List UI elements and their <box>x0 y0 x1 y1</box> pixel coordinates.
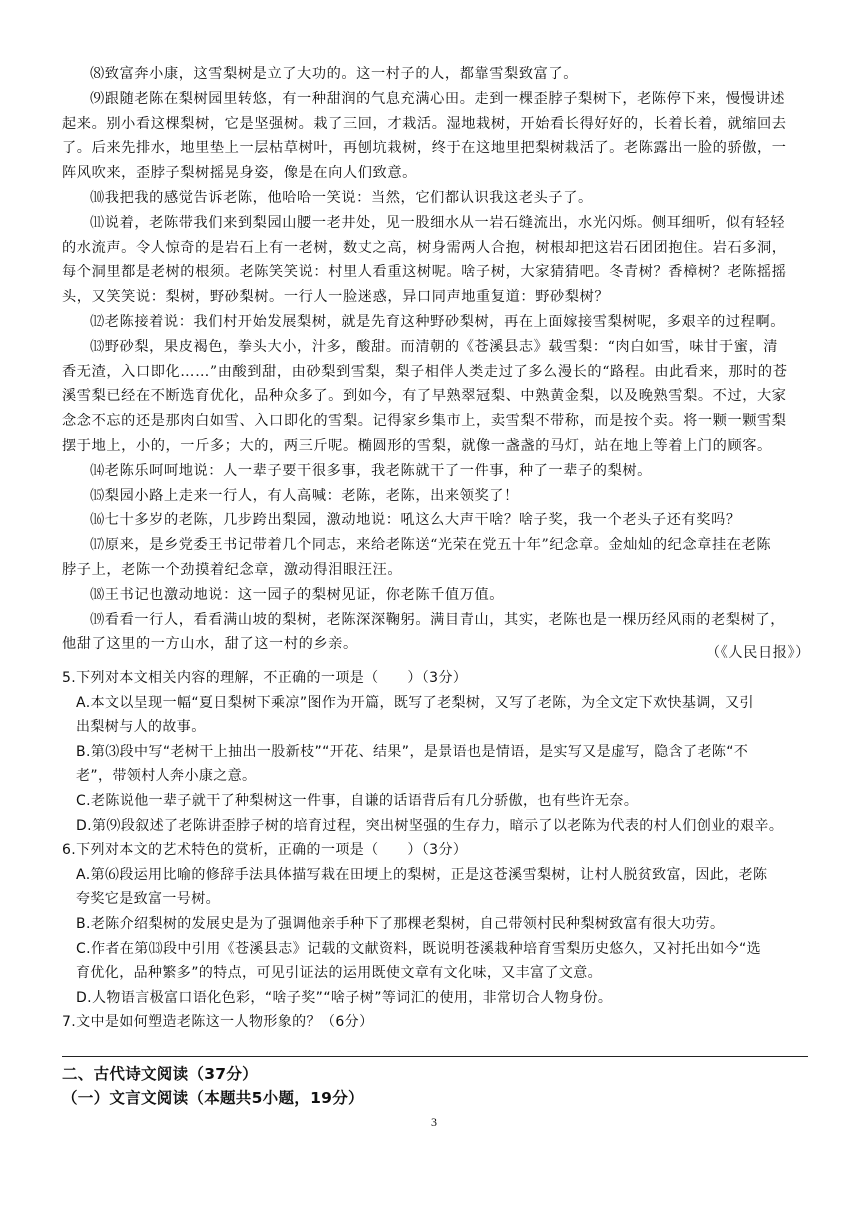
passage-line: ⒃七十多岁的老陈，几步跨出梨园，激动地说：吼这么大声干啥？啥子奖，我一个老头子还有奖吗？ <box>90 512 741 529</box>
passage-line: ⒂梨园小路上走来一行人，有人高喊：老陈，老陈，出来领奖了！ <box>90 487 519 504</box>
passage-line: 摆于地上，小的，一斤多；大的，两三斤呢。椭圆形的雪梨，就像一盏盏的马灯，站在地上等着上门的顾客。 <box>62 438 772 454</box>
subsection-heading: （一）文言文阅读（本题共5小题，19分） <box>62 1089 364 1107</box>
question-option: 育优化，品种繁多”的特点，可见引证法的运用既使文章有文化味，又丰富了文意。 <box>76 965 603 982</box>
passage-line: ⒄原来，是乡党委王书记带着几个同志，来给老陈送“光荣在党五十年”纪念章。金灿灿的纪念章挂在老陈 <box>90 537 772 554</box>
question-option: A.第⑹段运用比喻的修辞手法具体描写栽在田埂上的梨树，正是这苍溪雪梨树，让村人脱贫致富，因此，老陈 <box>76 866 768 883</box>
question-option: A.本文以呈现一幅“夏日梨树下乘凉”图作为开篇，既写了老梨树，又写了老陈，为全文定下欢快基调，又引 <box>76 694 754 711</box>
question-option: D.人物语言极富口语化色彩，“啥子奖”“啥子树”等词汇的使用，非常切合人物身份。 <box>76 989 613 1006</box>
passage-line: 起来。别小看这棵梨树，它是坚强树。栽了三回，才栽活。湿地栽树，开始看长得好好的，长着长着，就缩回去 <box>62 115 787 132</box>
passage-line: 溪雪梨已经在不断选育优化，品种众多了。到如今，有了早熟翠冠梨、中熟黄金梨，以及晚熟雪梨。不过，大家 <box>62 388 787 405</box>
question-option: 出梨树与人的故事。 <box>76 719 206 736</box>
passage-line: 阵风吹来，歪脖子梨树摇晃身姿，像是在向人们致意。 <box>62 165 417 182</box>
page-number: 3 <box>431 1115 437 1129</box>
passage-line: 了。后来先排水，地里垫上一层枯草树叶，再刨坑栽树，终于在这地里把梨树栽活了。老陈露出一脸的骄傲，一 <box>62 140 787 157</box>
question-option: 老”，带领村人奔小康之意。 <box>76 768 257 785</box>
question-stem: 6.下列对本文的艺术特色的赏析，正确的一项是（ ）（3分） <box>62 842 468 859</box>
passage-line: 的水流声。令人惊奇的是岩石上有一老树，数丈之高，树身需两人合抱，树根却把这岩石团团抱住。岩石多洞， <box>62 239 787 256</box>
question-option: D.第⑼段叙述了老陈讲歪脖子树的培育过程，突出树坚强的生存力，暗示了以老陈为代表的村人们创业的艰辛。 <box>76 817 784 834</box>
question-stem: 7.文中是如何塑造老陈这一人物形象的？（6分） <box>62 1014 374 1031</box>
passage-line: 每个洞里都是老树的根须。老陈笑笑说：村里人看重这树呢。啥子树，大家猜猜吧。冬青树？香樟树？老陈摇摇 <box>62 264 787 281</box>
passage-line: 香无渣，入口即化……”由酸到甜，由砂梨到雪梨，梨子相伴人类走过了多么漫长的“路程。由此看来，那时的苍 <box>62 363 788 380</box>
passage-line: ⒀野砂梨，果皮褐色，拳头大小，汁多，酸甜。而清朝的《苍溪县志》载雪梨：“肉白如雪，味甘于蜜，清 <box>90 338 779 355</box>
passage-line: 他甜了这里的一方山水，甜了这一村的乡亲。 <box>62 636 358 653</box>
passage-line: ⒆看看一行人，看看满山坡的梨树，老陈深深鞠躬。满目青山，其实，老陈也是一棵历经风雨的老梨树了， <box>90 611 786 628</box>
question-option: C.作者在第⒀段中引用《苍溪县志》记载的文献资料，既说明苍溪栽种培育雪梨历史悠久，又衬托出如今“选 <box>76 940 762 957</box>
passage-line: ⑾说着，老陈带我们来到梨园山腰一老井处，见一股细水从一岩石缝流出，水光闪烁。侧耳细听，似有轻轻 <box>90 214 786 231</box>
passage-line: ⑿老陈接着说：我们村开始发展梨树，就是先育这种野砂梨树，再在上面嫁接雪梨树呢，多艰辛的过程啊。 <box>90 314 786 330</box>
passage-line: ⑽我把我的感觉告诉老陈，他哈哈一笑说：当然，它们都认识我这老头子了。 <box>90 190 593 206</box>
question-stem: 5.下列对本文相关内容的理解，不正确的一项是（ ）（3分） <box>62 670 468 686</box>
question-option: B.第⑶段中写“老树干上抽出一股新枝”“开花、结果”，是景语也是情语，是实写又是虚写，隐含了老陈“不 <box>76 743 749 760</box>
passage-line: 念念不忘的还是那肉白如雪、入口即化的雪梨。记得家乡集市上，卖雪梨不带称，而是按个卖。将一颗一颗雪梨 <box>62 413 787 430</box>
passage-line: ⒁老陈乐呵呵地说：人一辈子要干很多事，我老陈就干了一件事，种了一辈子的梨树。 <box>90 462 652 479</box>
passage-line: 头，又笑笑说：梨树，野砂梨树。一行人一脸迷惑，异口同声地重复道：野砂梨树？ <box>62 289 610 306</box>
passage-line: ⒅王书记也激动地说：这一园子的梨树见证，你老陈千值万值。 <box>90 586 505 603</box>
source-citation: （《人民日报》） <box>705 645 810 661</box>
question-option: 夸奖它是致富一号树。 <box>76 891 220 908</box>
section-heading: 二、古代诗文阅读（37分） <box>62 1065 258 1083</box>
passage-line: ⑼跟随老陈在梨树园里转悠，有一种甜润的气息充满心田。走到一棵歪脖子梨树下，老陈停下来，慢慢讲述 <box>90 90 786 107</box>
passage-line: 脖子上，老陈一个劲摸着纪念章，激动得泪眼汪汪。 <box>62 562 403 578</box>
passage-line: ⑻致富奔小康，这雪梨树是立了大功的。这一村子的人，都靠雪梨致富了。 <box>90 66 578 82</box>
question-option: B.老陈介绍梨树的发展史是为了强调他亲手种下了那棵老梨树，自己带领村民种梨树致富有很大功劳。 <box>76 916 725 932</box>
question-option: C.老陈说他一辈子就干了种梨树这一件事，自谦的话语背后有几分骄傲，也有些许无奈。 <box>76 793 639 809</box>
section-divider <box>62 1056 808 1057</box>
